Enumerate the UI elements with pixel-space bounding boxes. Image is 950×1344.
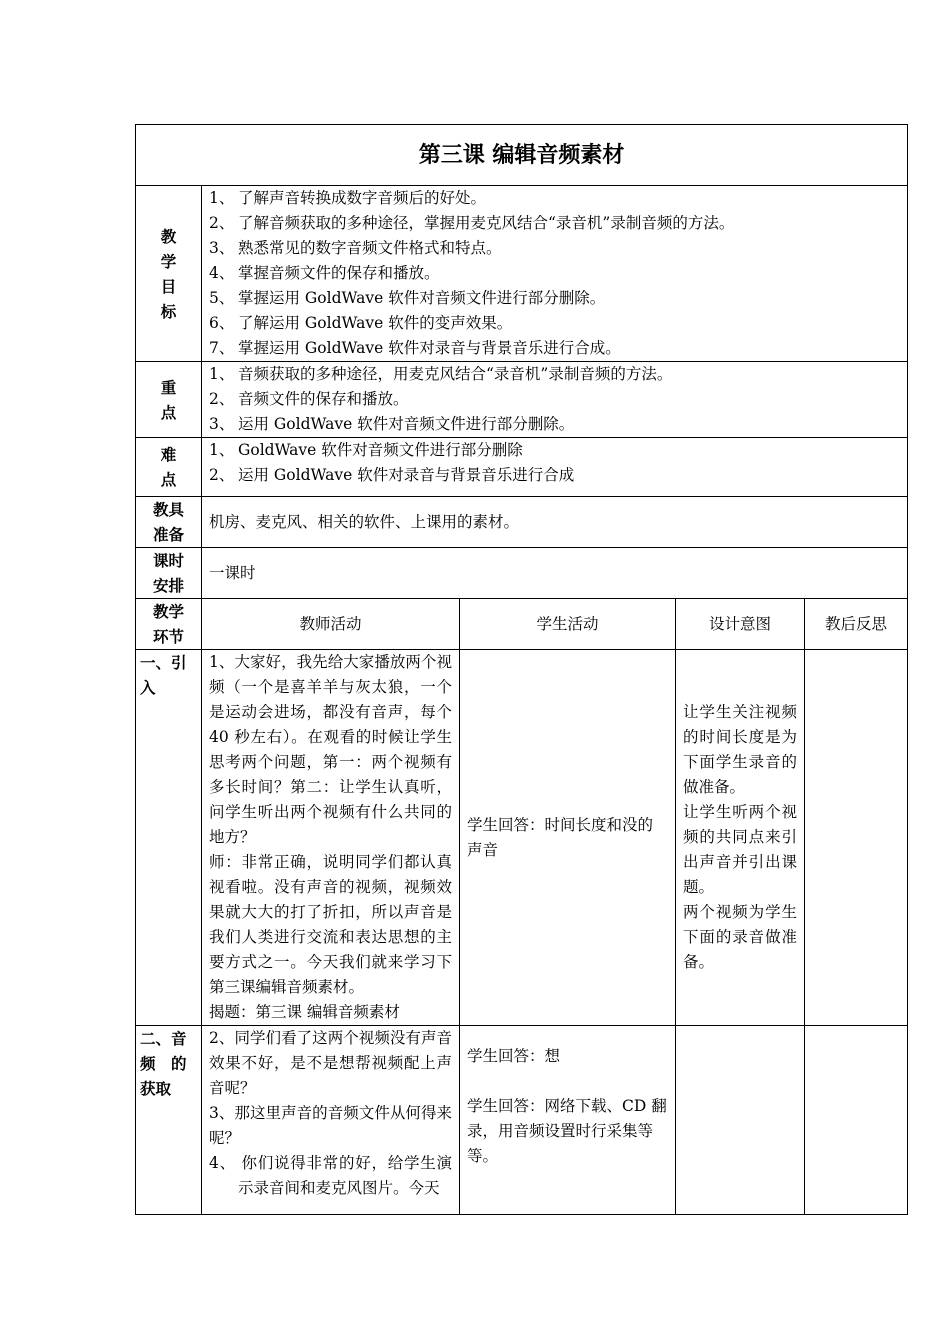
tools-label: 教具 准备 [136,497,202,548]
difficulties-label: 难 点 [136,438,202,497]
tools-text: 机房、麦克风、相关的软件、上课用的素材。 [202,497,908,548]
section-intro-intent [676,650,805,1026]
teacher-paragraph: 揭题：第三课 编辑音频素材 [209,1003,400,1021]
teacher-paragraph: 4、 你们说得非常的好，给学生演示录音间和麦克风图片。今天 [209,1154,452,1197]
list-item: 2、 运用 GoldWave 软件对录音与背景音乐进行合成 [209,466,575,484]
section-audio-reflection [805,1026,908,1215]
header-student-activity: 学生活动 [460,599,676,650]
section-label-audio: 二、音 频 的 获取 [136,1026,202,1215]
list-item: 1、 音频获取的多种途径，用麦克风结合“录音机”录制音频的方法。 [209,365,673,383]
list-item: 5、 掌握运用 GoldWave 软件对音频文件进行部分删除。 [209,289,606,307]
header-reflection: 教后反思 [805,599,908,650]
lesson-plan-table [135,124,908,1215]
schedule-text: 一课时 [202,548,908,599]
section-label-intro: 一、引 入 [136,650,202,1026]
student-paragraph: 学生回答：网络下载、CD 翻录，用音频设置时行采集等等。 [467,1097,667,1165]
stage-column-label: 教学 环节 [136,599,202,650]
teacher-paragraph: 3、那这里声音的音频文件从何得来呢？ [209,1104,452,1147]
section-audio-intent [676,1026,805,1215]
student-paragraph: 学生回答：想 [467,1047,561,1065]
intent-paragraph: 让学生关注视频的时间长度是为下面学生录音的做准备。 [683,703,797,796]
schedule-label: 课时 安排 [136,548,202,599]
key-points-list [202,362,908,438]
lesson-title: 第三课 编辑音频素材 [136,125,908,186]
teacher-paragraph: 师：非常正确，说明同学们都认真视看啦。没有声音的视频，视频效果就大大的打了折扣，所以声音是我们人类进行交流和表达思想的主要方式之一。今天我们就来学习下第三课编辑音频素材。 [209,853,452,996]
objectives-list [202,186,908,362]
list-item: 1、 GoldWave 软件对音频文件进行部分删除 [209,441,523,459]
key-points-label: 重 点 [136,362,202,438]
section-intro-teacher [202,650,460,1026]
student-paragraph: 学生回答：时间长度和没的声音 [467,815,654,859]
teacher-paragraph: 1、大家好，我先给大家播放两个视频（一个是喜羊羊与灰太狼，一个是运动会进场，都没有音声，每个 40 秒左右）。在观看的时候让学生思考两个问题，第一：两个视频有多长时间？第二：让学生认真听，问学生听出两个视频有什么共同的地方？ [209,653,452,846]
header-design-intent: 设计意图 [676,599,805,650]
list-item: 1、 了解声音转换成数字音频后的好处。 [209,189,487,207]
list-item: 7、 掌握运用 GoldWave 软件对录音与背景音乐进行合成。 [209,339,621,357]
section-intro-reflection [805,650,908,1026]
difficulties-list [202,438,908,497]
section-audio-student [460,1026,676,1215]
section-intro-student [460,650,676,1026]
list-item: 2、 音频文件的保存和播放。 [209,390,409,408]
intent-paragraph: 两个视频为学生下面的录音做准备。 [683,903,797,971]
intent-paragraph: 让学生听两个视频的共同点来引出声音并引出课题。 [683,803,797,896]
section-audio-teacher [202,1026,460,1215]
list-item: 3、 熟悉常见的数字音频文件格式和特点。 [209,239,502,257]
header-teacher-activity: 教师活动 [202,599,460,650]
teacher-paragraph: 2、同学们看了这两个视频没有声音效果不好，是不是想帮视频配上声音呢？ [209,1029,452,1097]
list-item: 3、 运用 GoldWave 软件对音频文件进行部分删除。 [209,415,575,433]
list-item: 4、 掌握音频文件的保存和播放。 [209,264,440,282]
list-item: 2、 了解音频获取的多种途径，掌握用麦克风结合“录音机”录制音频的方法。 [209,214,735,232]
list-item: 6、 了解运用 GoldWave 软件的变声效果。 [209,314,513,332]
objectives-label: 教 学 目 标 [136,186,202,362]
